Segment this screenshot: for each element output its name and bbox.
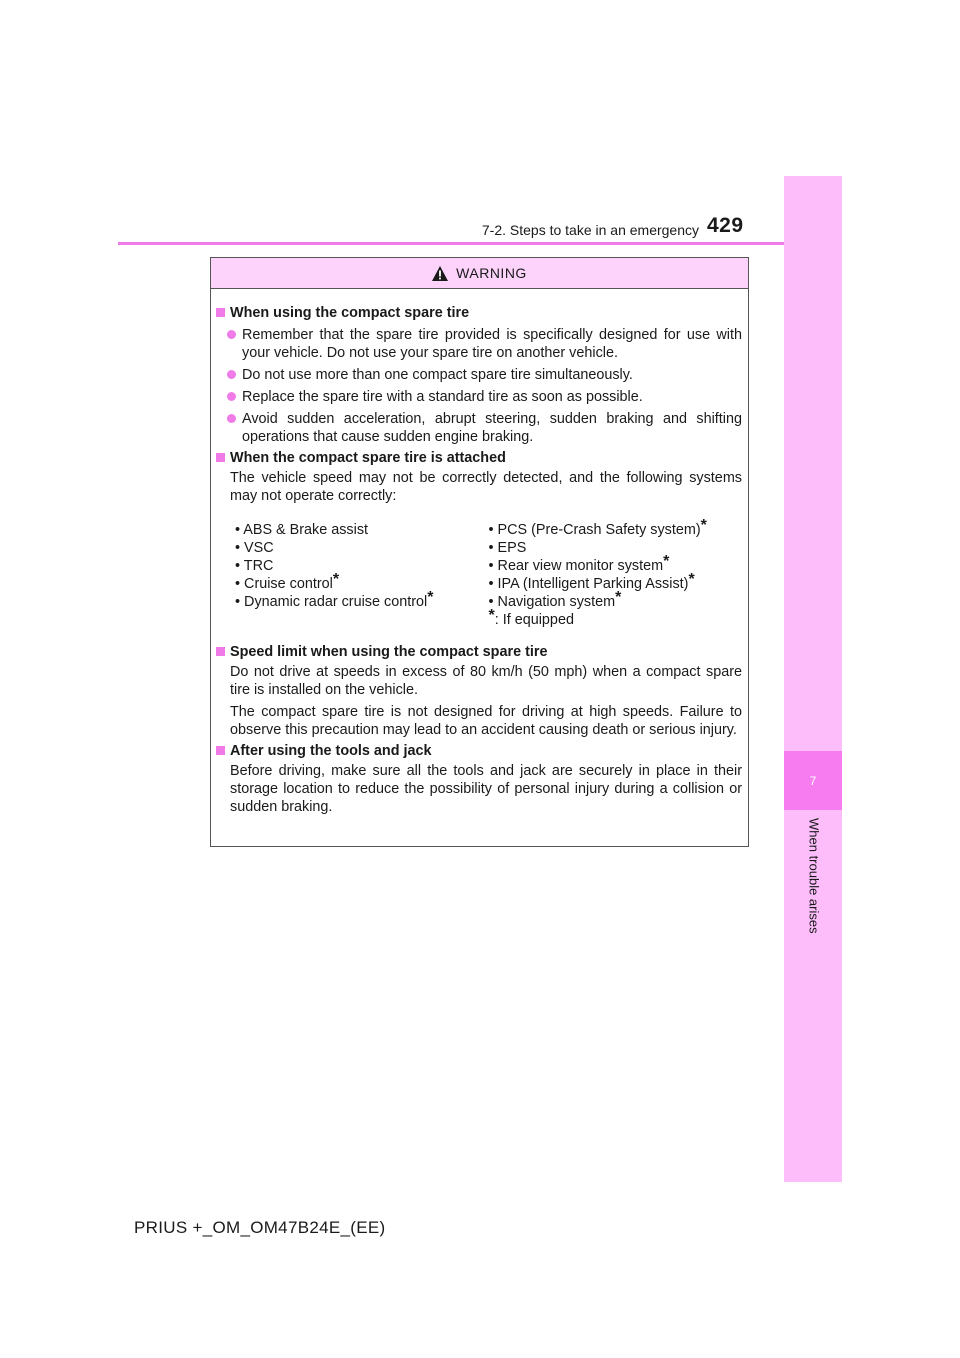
footnote-star: * [663,553,670,570]
system-item: • Navigation system* [488,589,622,610]
system-label: ABS & Brake assist [243,522,369,538]
system-label: Dynamic radar cruise control [244,594,428,610]
system-label: VSC [244,540,274,556]
warning-body [211,289,748,816]
section-title: When the compact spare tire is attached [221,449,742,467]
section-paragraph: The vehicle speed may not be correctly detected, and the following systems may not operate correctly: [230,470,742,504]
system-item: • Dynamic radar cruise control* [235,589,434,610]
system-label: PCS (Pre-Crash Safety system) [497,522,701,538]
page-number: 429 [707,214,744,237]
system-label: Navigation system [497,594,616,610]
bullet-item: Avoid sudden acceleration, abrupt steering, sudden braking and shifting operations that cause sudden engine braking. [221,410,742,446]
system-item: • PCS (Pre-Crash Safety system)* [488,517,707,538]
footnote [488,607,743,629]
section-paragraph: Do not drive at speeds in excess of 80 km/h (50 mph) when a compact spare tire is installed on the vehicle. [230,664,742,698]
system-label: EPS [497,540,527,556]
system-item: • TRC [235,558,274,574]
footnote-star: * [688,571,695,588]
section-paragraph: The compact spare tire is not designed for driving at high speeds. Failure to observe this precaution may lead to an accident causing death or serious injury. [230,704,742,738]
warning-title: WARNING [456,265,527,281]
system-item: • EPS [488,540,527,556]
system-item: • Rear view monitor system* [488,553,670,574]
footnote-star: * [427,589,434,606]
section-paragraph: Before driving, make sure all the tools and jack are securely in place in their storage location to reduce the possibility of personal injury during a collision or sudden braking. [230,763,742,815]
section-title: After using the tools and jack [221,742,742,760]
system-label: Rear view monitor system [497,558,664,574]
header-rule [118,242,842,245]
document-code: PRIUS +_OM_OM47B24E_(EE) [134,1218,386,1237]
bullet-item: Replace the spare tire with a standard tire as soon as possible. [221,388,742,406]
affected-systems-list [221,517,742,629]
warning-triangle-icon [432,266,448,281]
header-section-title: 7-2. Steps to take in an emergency [481,222,699,238]
warning-box [210,257,749,847]
system-item: • ABS & Brake assist [235,522,369,538]
bullet-item: Remember that the spare tire provided is specifically designed for use with your vehicle. Do not use your spare tire on another vehicle. [221,326,742,362]
footnote-star: * [332,571,340,588]
footnote-star: * [700,517,707,534]
footnote-star: * [615,589,622,606]
systems-column-left [235,521,489,629]
systems-column-right [488,517,743,629]
footnote-star: * [488,607,495,624]
system-item: • IPA (Intelligent Parking Assist)* [488,571,695,592]
system-label: IPA (Intelligent Parking Assist) [497,576,689,592]
footnote-text: : If equipped [494,612,574,628]
warning-header [211,258,748,289]
section-title: Speed limit when using the compact spare tire [221,643,742,661]
system-item: • VSC [235,540,274,556]
system-label: TRC [243,558,274,574]
bullet-item: Do not use more than one compact spare tire simultaneously. [221,366,742,384]
system-item: • Cruise control* [235,571,340,592]
section-title: When using the compact spare tire [221,304,742,322]
chapter-number: 7 [784,751,842,810]
system-label: Cruise control [244,576,333,592]
chapter-title: When trouble arises [806,818,822,934]
chapter-side-tab [784,176,842,1182]
